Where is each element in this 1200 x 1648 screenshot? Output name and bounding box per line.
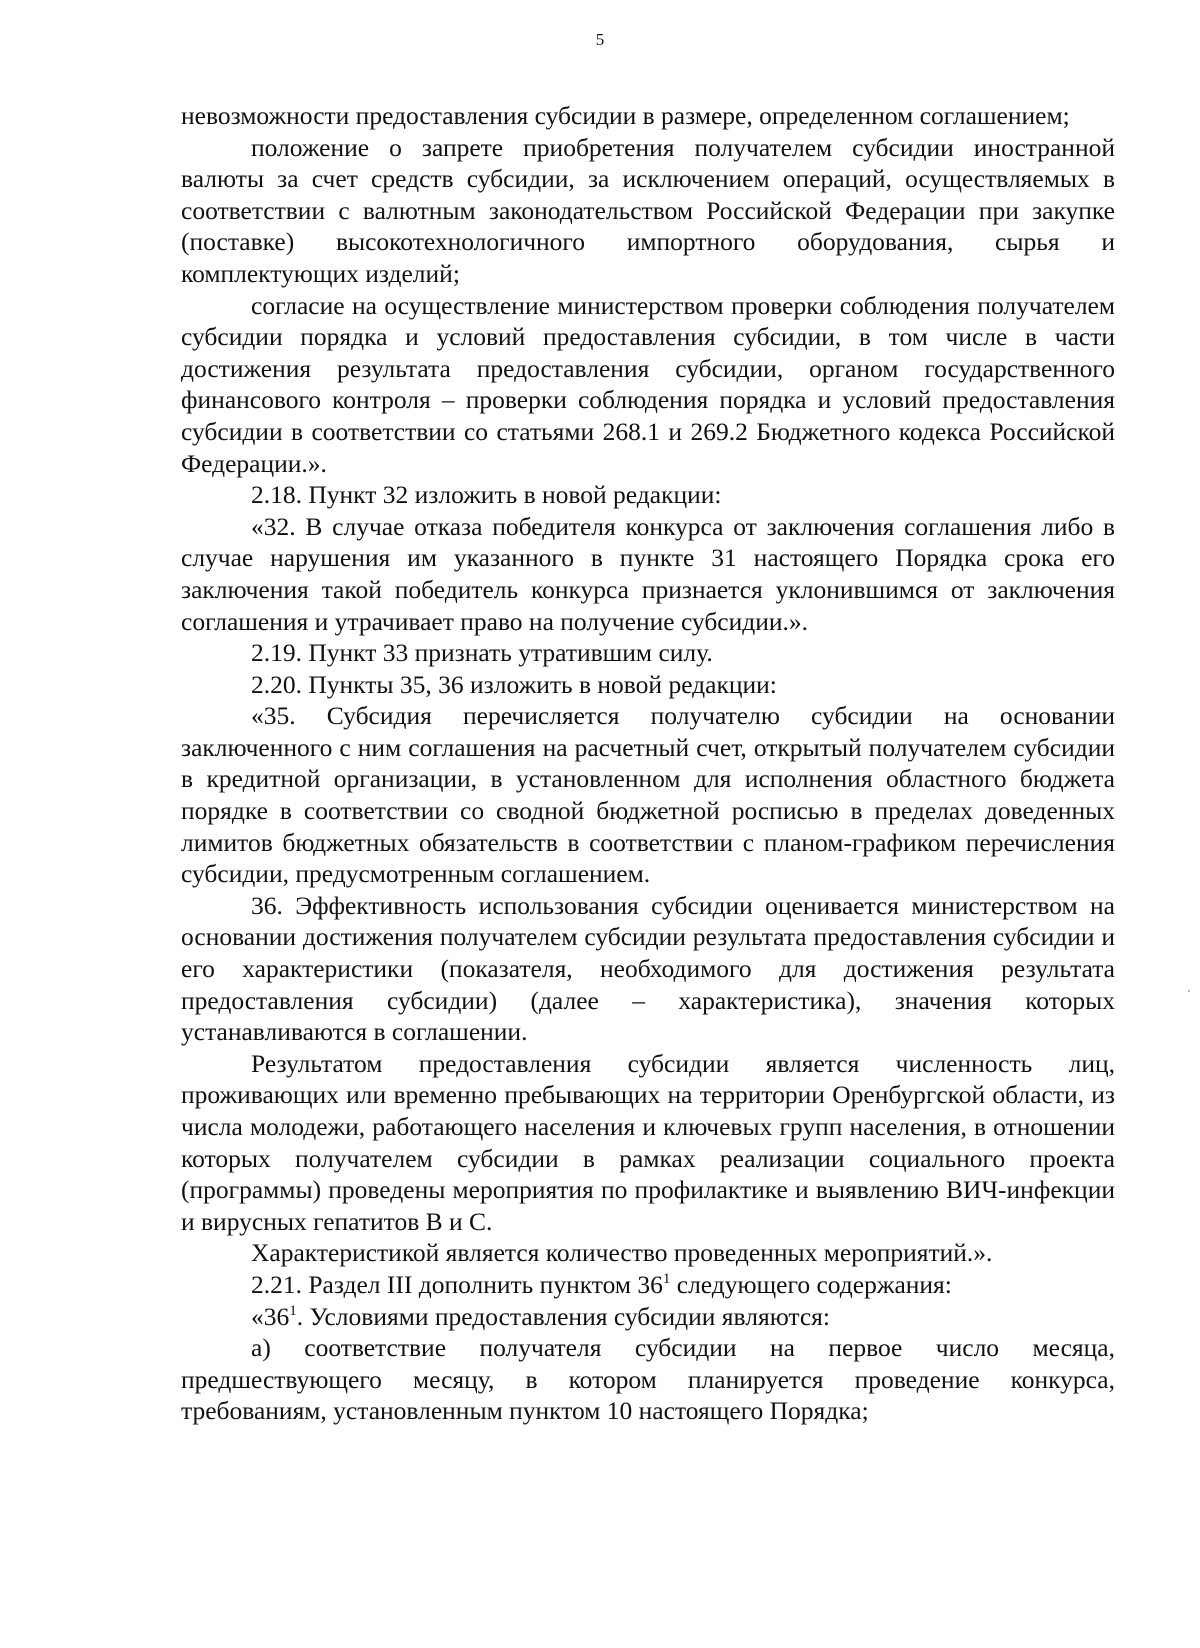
- paragraph-characteristic: Характеристикой является количество проведенных мероприятий.».: [251, 1238, 993, 1268]
- paragraph-item-35: «35. Субсидия перечисляется получателю субсидии на основании заключенного с ним соглашения на расчетный счет, открытый получателем субсидии в кредитной организации, в установленном для исполнения областного бюджета порядке в соответствии со сводной бюджетной росписью в пределах доведенных лимитов бюджетных обязательств в соответствии с планом-графиком перечисления субсидии, предусмотренным соглашением.: [181, 701, 1115, 889]
- paragraph-subitem-a: а) соответствие получателя субсидии на первое число месяца, предшествующего месяцу, в котором планируется проведение конкурса, требованиям, установленным пунктом 10 настоящего Порядка;: [181, 1333, 1115, 1426]
- scan-artifact: [1188, 990, 1190, 992]
- paragraph-2-18: 2.18. Пункт 32 изложить в новой редакции:: [251, 480, 722, 510]
- document-body: [181, 100, 1115, 1427]
- paragraph-2-19: 2.19. Пункт 33 признать утратившим силу.: [251, 638, 713, 668]
- paragraph-item-36-1-num: «36: [251, 1301, 290, 1331]
- paragraph-audit-consent: согласие на осуществление министерством проверки соблюдения получателем субсидии порядка и условий предоставления субсидии, в том числе в части достижения результата предоставления субсидии, органом государственного финансового контроля – проверки соблюдения порядка и условий предоставления субсидии в соответствии со статьями 268.1 и 269.2 Бюджетного кодекса Российской Федерации.».: [181, 290, 1115, 478]
- paragraph-2-21: [181, 1269, 1115, 1301]
- paragraph-result: Результатом предоставления субсидии является численность лиц, проживающих или временно пребывающих на территории Оренбургской области, из числа молодежи, работающего населения и ключевых групп населения, в отношении которых получателем субсидии в рамках реализации социального проекта (программы) проведены мероприятия по профилактике и выявлению ВИЧ-инфекции и вирусных гепатитов В и С.: [181, 1048, 1115, 1236]
- paragraph-currency-ban: положение о запрете приобретения получателем субсидии иностранной валюты за счет средств субсидии, за исключением операций, осуществляемых в соответствии с валютным законодательством Российской Федерации при закупке (поставке) высокотехнологичного импортного оборудования, сырья и комплектующих изделий;: [181, 132, 1115, 288]
- superscript-1: 1: [662, 1270, 671, 1287]
- paragraph-item-36-1-text: . Условиями предоставления субсидии являются:: [296, 1301, 830, 1331]
- paragraph-2-21-tail: следующего содержания:: [670, 1269, 952, 1299]
- paragraph-continuation: невозможности предоставления субсидии в размере, определенном соглашением;: [181, 101, 1070, 130]
- paragraph-2-21-text: 2.21. Раздел III дополнить пунктом 36: [251, 1269, 663, 1299]
- page-number: 5: [595, 30, 605, 49]
- paragraph-item-36: 36. Эффективность использования субсидии оценивается министерством на основании достижения получателем субсидии результата предоставления субсидии и его характеристики (показателя, необходимого для достижения результата предоставления субсидии) (далее – характеристика), значения которых устанавливаются в соглашении.: [181, 890, 1115, 1047]
- paragraph-2-20: 2.20. Пункты 35, 36 изложить в новой редакции:: [251, 669, 777, 699]
- superscript-1: 1: [289, 1302, 297, 1319]
- paragraph-item-36-1: [181, 1301, 1115, 1333]
- paragraph-item-32: «32. В случае отказа победителя конкурса от заключения соглашения либо в случае нарушения им указанного в пункте 31 настоящего Порядка срока его заключения такой победитель конкурса признается уклонившимся от заключения соглашения и утрачивает право на получение субсидии.».: [181, 511, 1115, 636]
